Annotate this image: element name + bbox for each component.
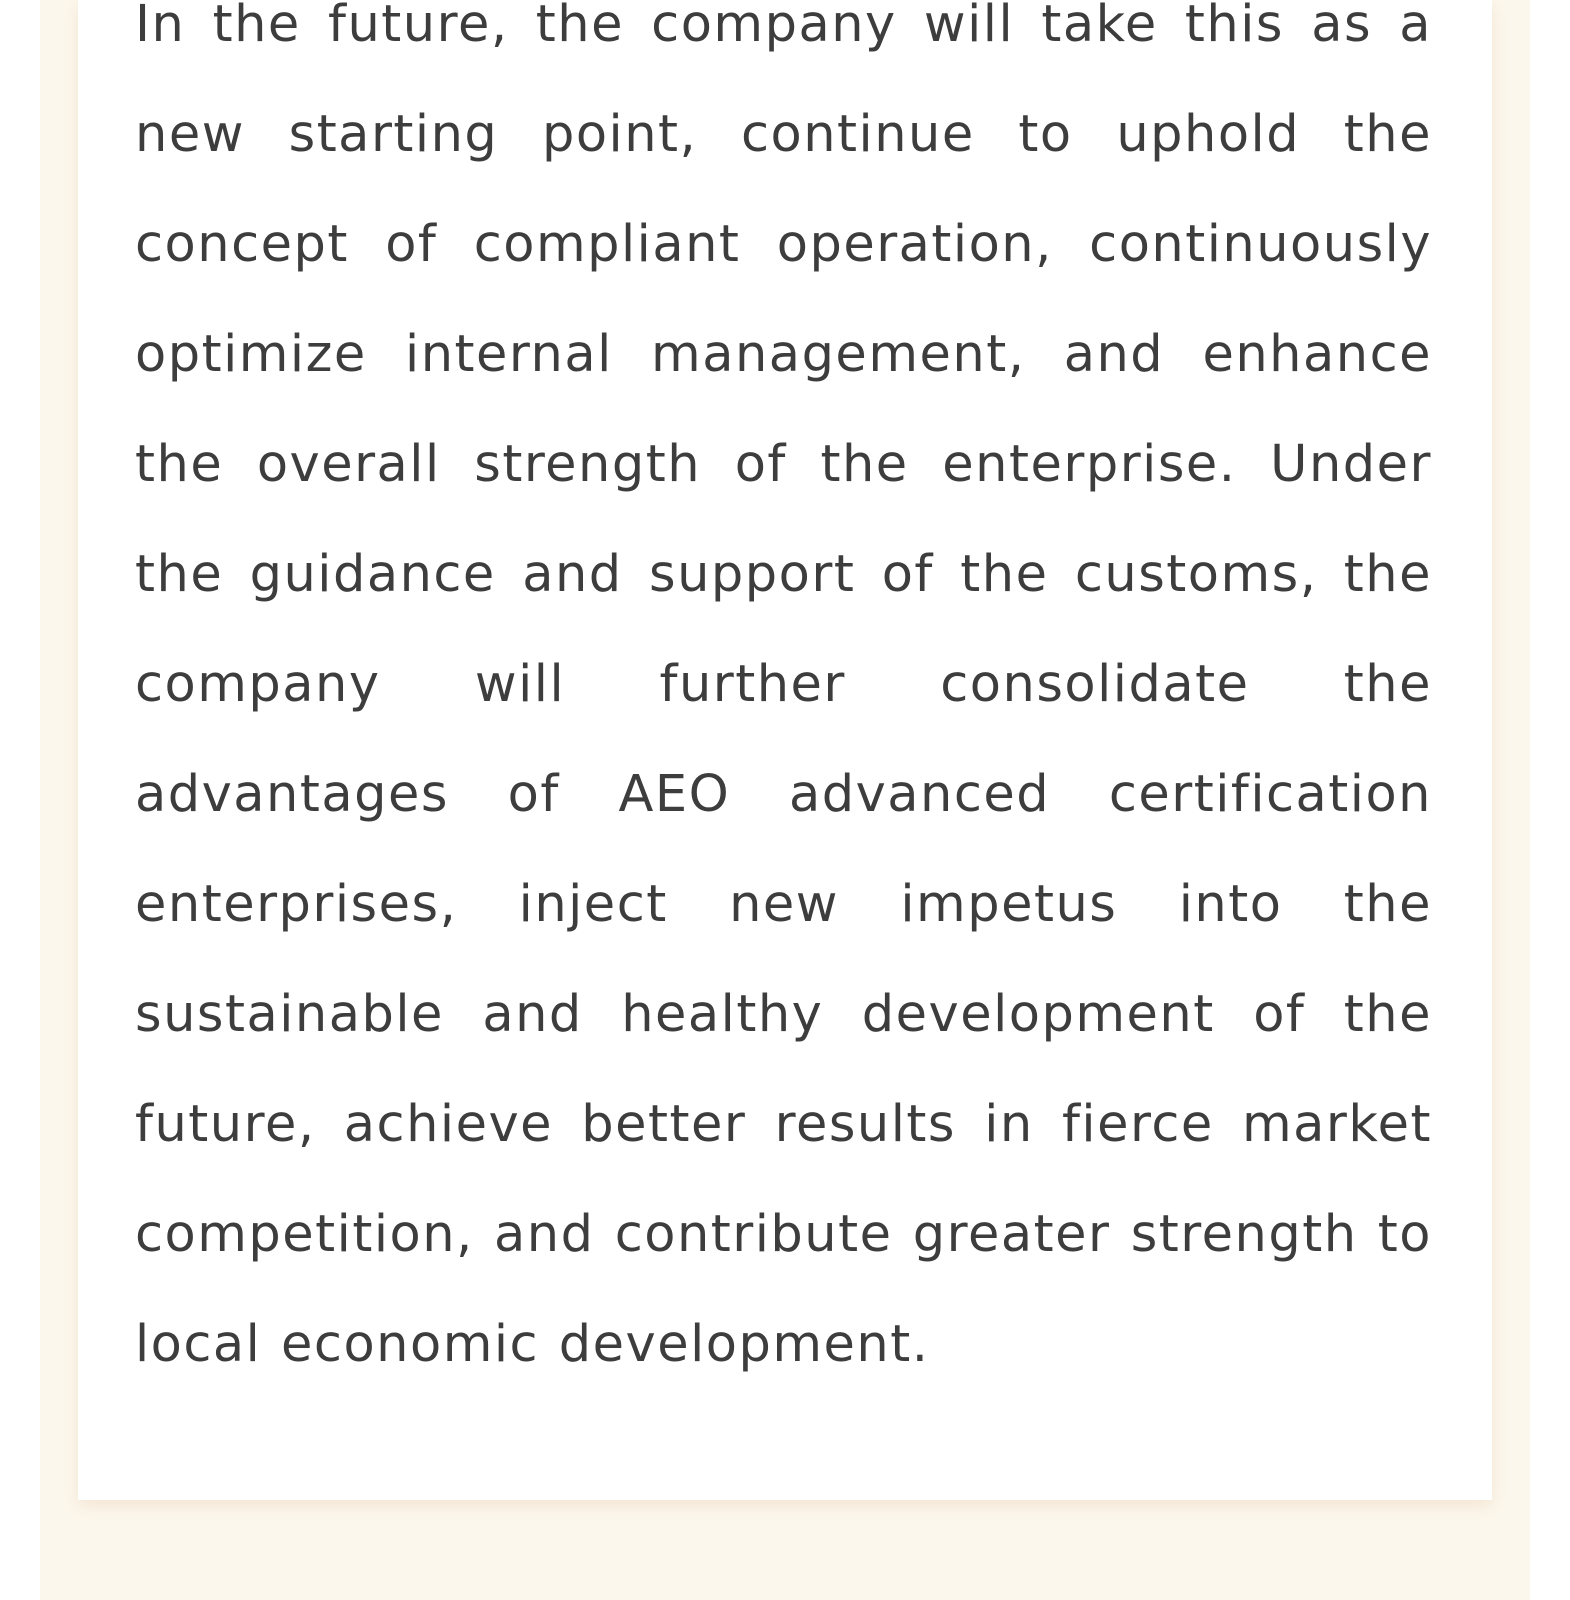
content-card [78,0,1492,1500]
article-paragraph: In the future, the company will take this as a new starting point, continue to uphold the concept of compliant operation, continuously optimize internal management, and enhance the overall strength of the enterprise. Under the guidance and support of the customs, the company will further consolidate the advantages of AEO advanced certification enterprises, inject new impetus into the sustainable and healthy development of the future, achieve better results in fierce market competition, and contribute greater strength to local economic development. [135,0,1432,1374]
